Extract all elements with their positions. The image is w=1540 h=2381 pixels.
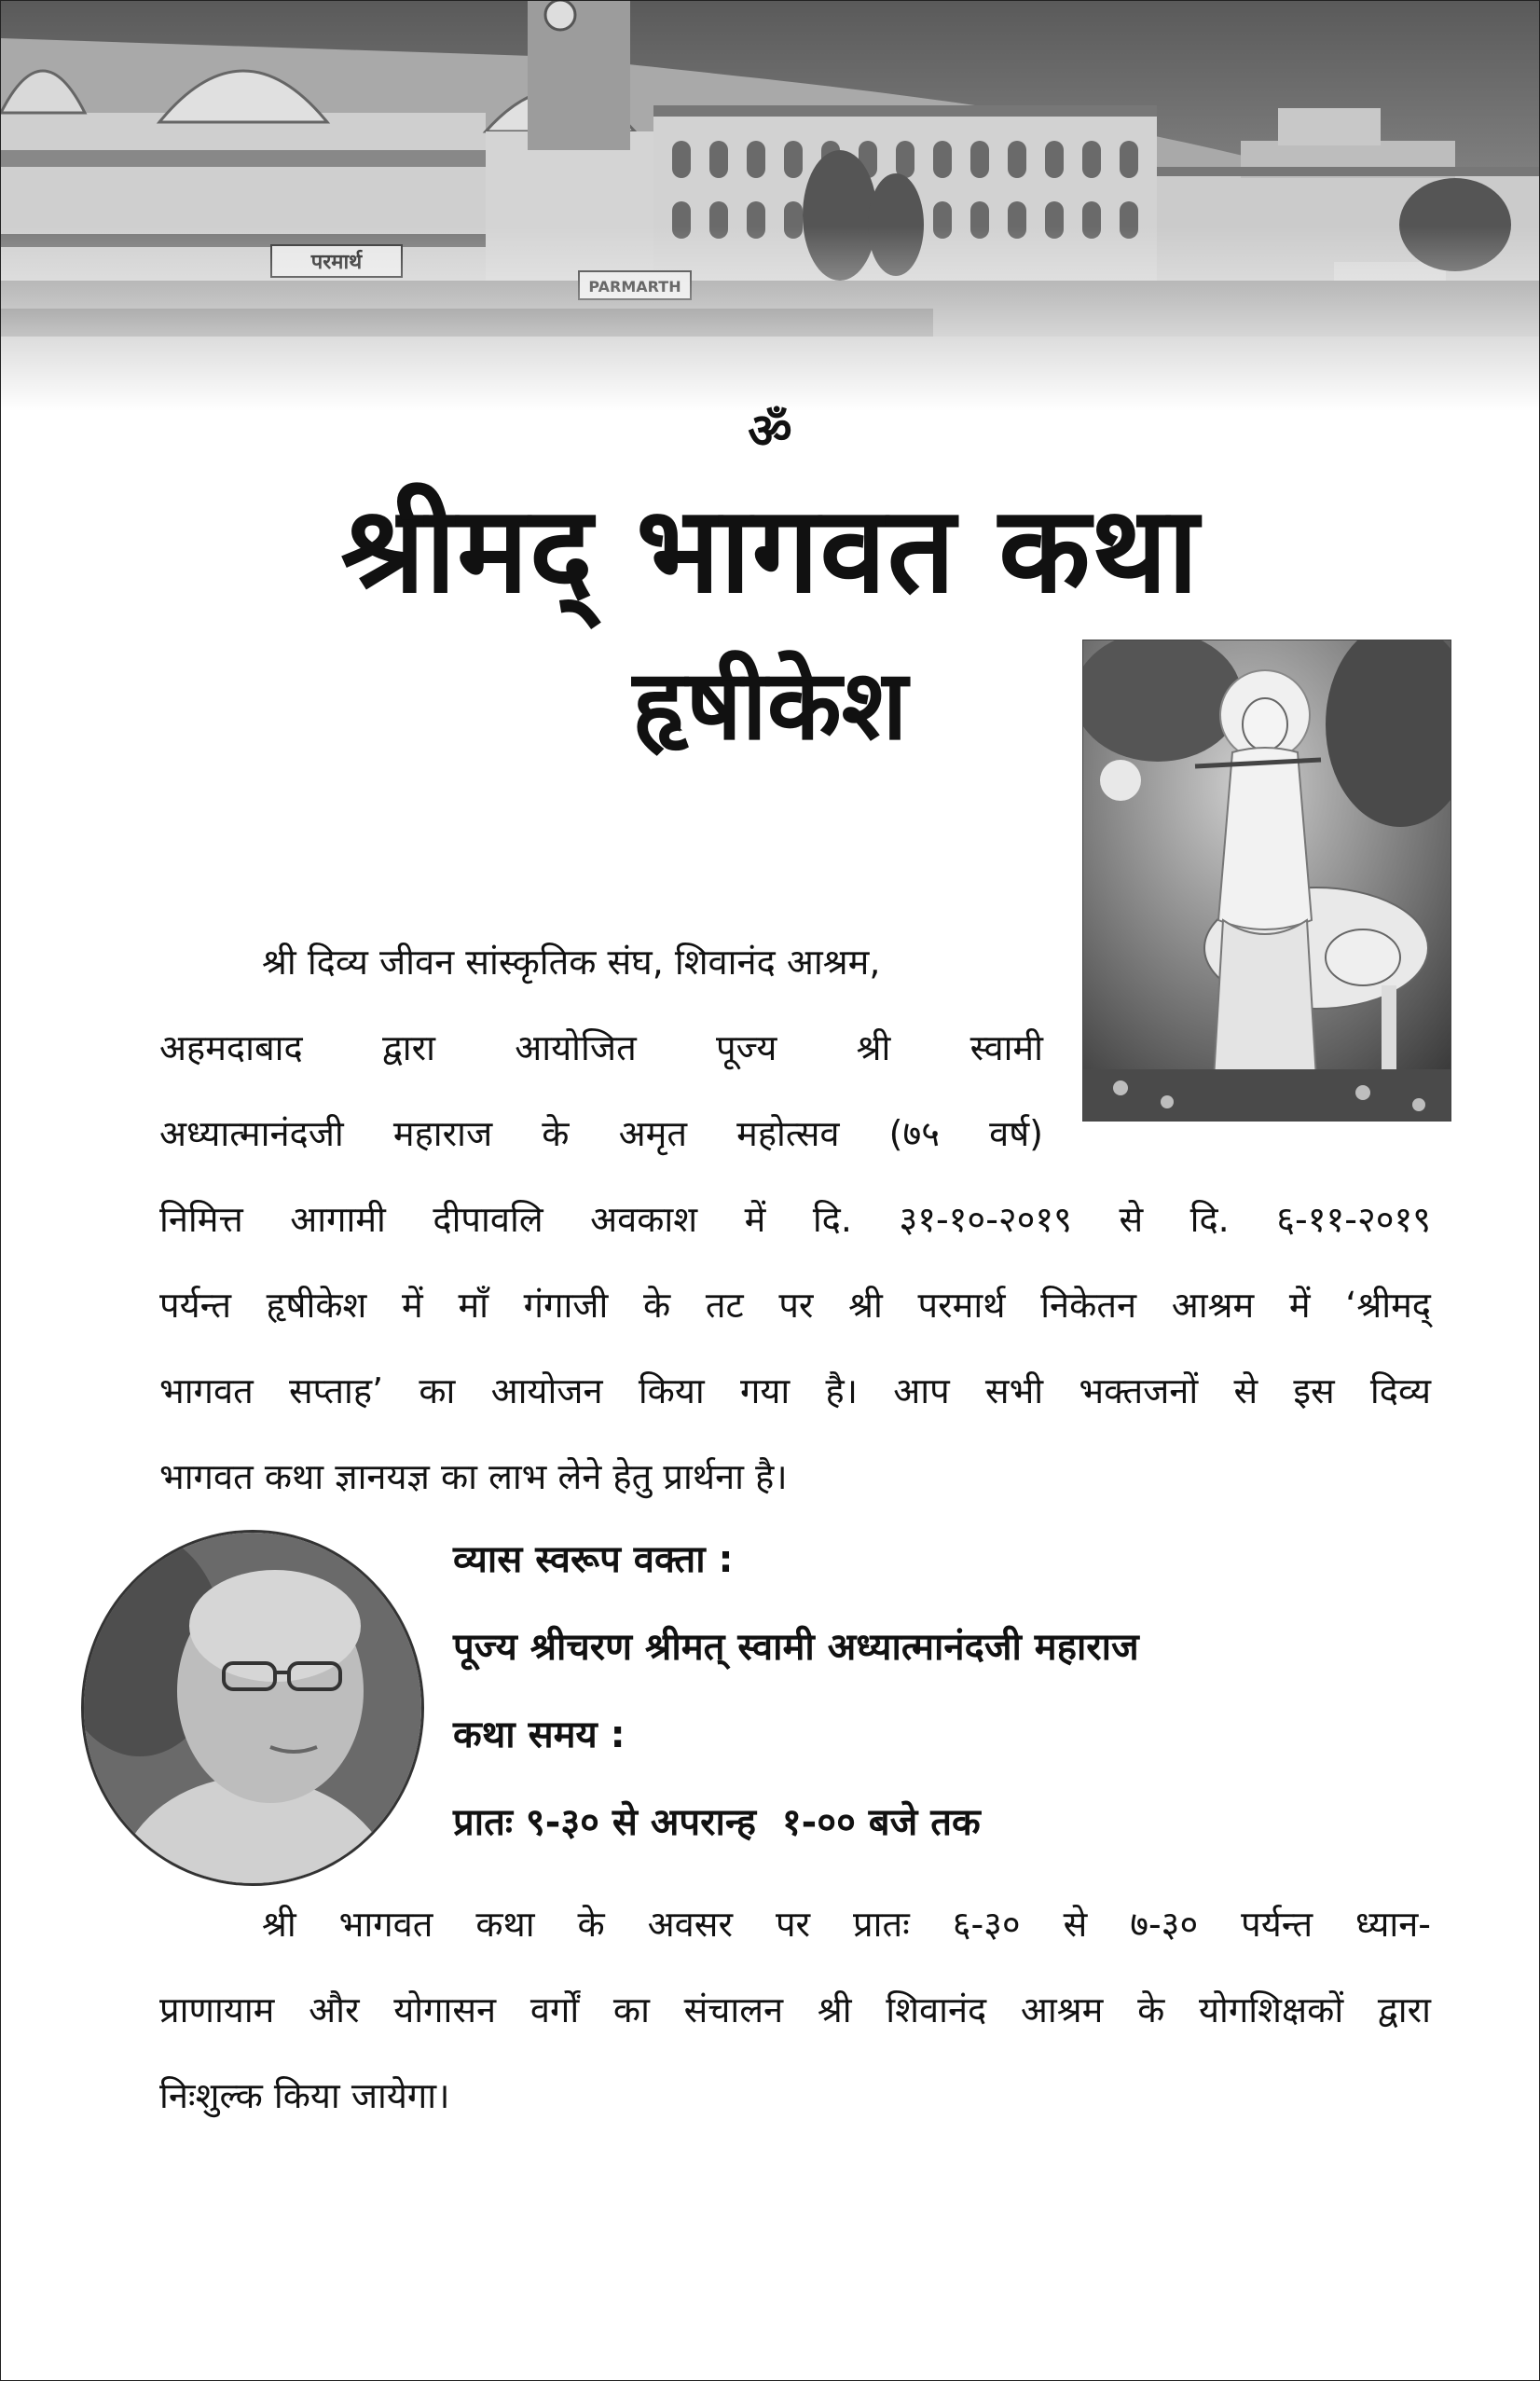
timing-value: प्रातः ९-३० से अपरान्ह १-०० बजे तक: [453, 1801, 981, 1844]
yoga-line-3: निःशुल्क किया जायेगा।: [159, 2075, 450, 2116]
intro-line-1: श्री दिव्य जीवन सांस्कृतिक संघ, शिवानंद आश्रम,: [262, 942, 881, 983]
page-subtitle: हृषीकेश: [632, 648, 908, 762]
page-title: श्रीमद् भागवत कथा: [340, 481, 1200, 620]
yoga-line-2: प्राणायाम और योगासन वर्गों का संचालन श्री शिवानंद आश्रम के योगशिक्षकों द्वारा: [159, 1989, 1431, 2030]
intro-line-4: निमित्त आगामी दीपावलि अवकाश में दि. ३१-१०-२०१९ से दि. ६-११-२०१९: [159, 1199, 1431, 1240]
intro-line-6: भागवत सप्ताह’ का आयोजन किया गया है। आप सभी भक्तजनों से इस दिव्य: [159, 1370, 1431, 1411]
intro-line-7: भागवत कथा ज्ञानयज्ञ का लाभ लेने हेतु प्रार्थना है।: [159, 1456, 788, 1497]
speaker-name: पूज्य श्रीचरण श्रीमत् स्वामी अध्यात्मानंदजी महाराज: [453, 1626, 1139, 1669]
krishna-painting: [1082, 640, 1451, 1122]
timing-label: कथा समय :: [453, 1713, 626, 1756]
ghat-banner-photo: [1, 1, 1539, 411]
om-symbol: ॐ: [748, 404, 792, 460]
speaker-label: व्यास स्वरूप वक्ता :: [453, 1538, 734, 1581]
swami-portrait: [81, 1530, 424, 1886]
intro-line-5: पर्यन्त हृषीकेश में माँ गंगाजी के तट पर श्री परमार्थ निकेतन आश्रम में ‘श्रीमद्: [159, 1285, 1431, 1326]
yoga-line-1: श्री भागवत कथा के अवसर पर प्रातः ६-३० से ७-३० पर्यन्त ध्यान-: [262, 1904, 1431, 1945]
intro-line-3: अध्यात्मानंदजी महाराज के अमृत महोत्सव (७५ वर्ष): [159, 1113, 1043, 1154]
intro-line-2: अहमदाबाद द्वारा आयोजित पूज्य श्री स्वामी: [159, 1027, 1043, 1068]
